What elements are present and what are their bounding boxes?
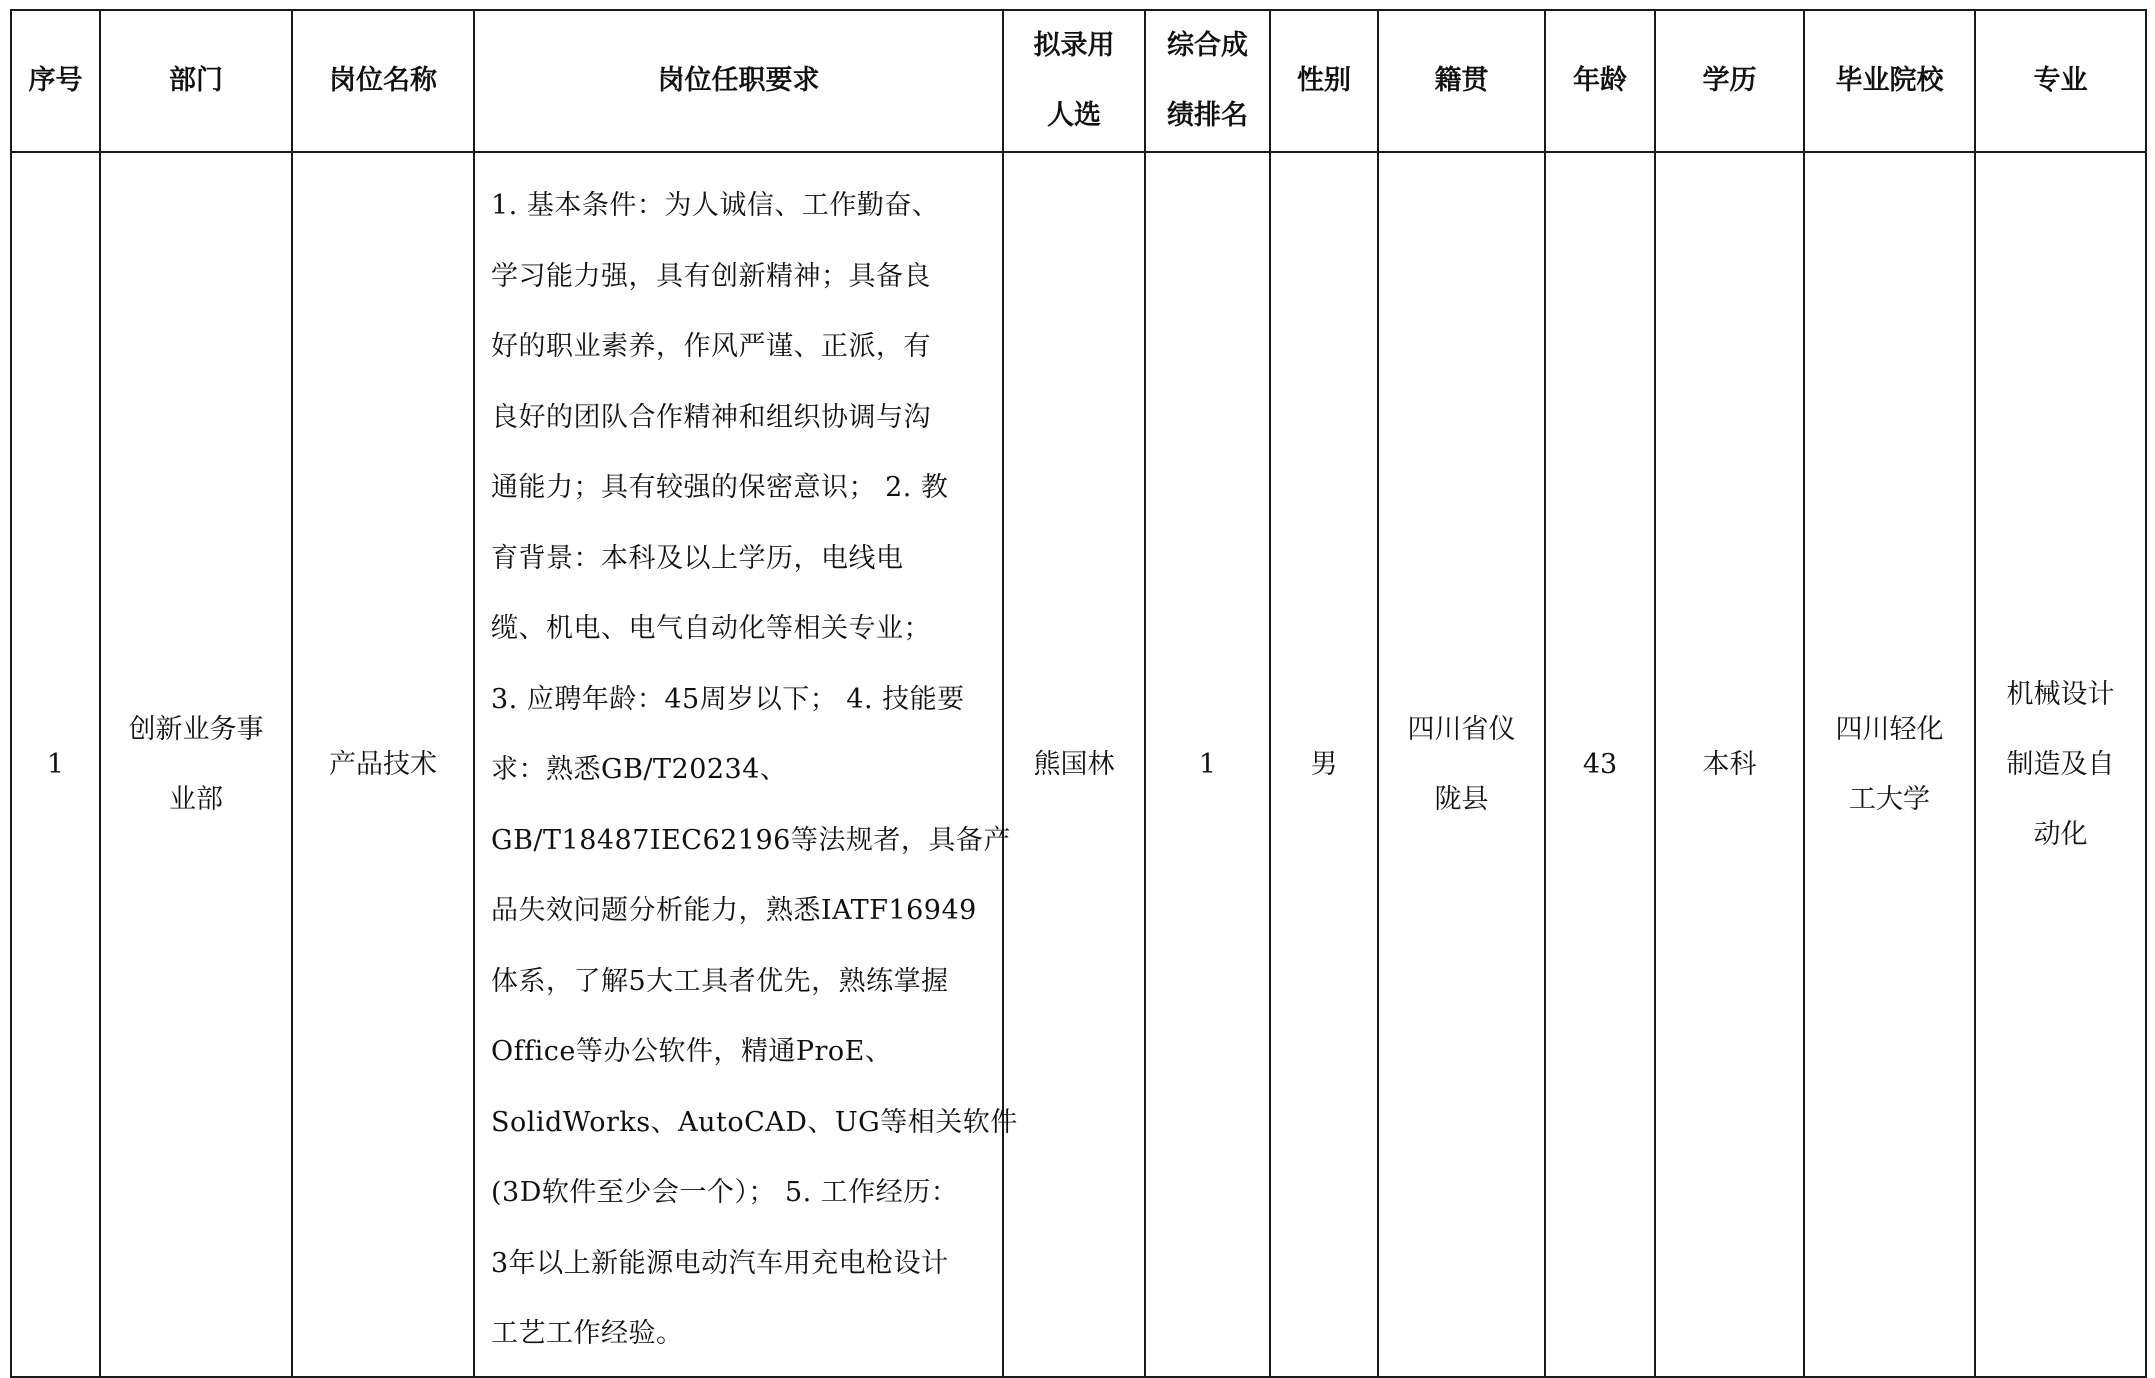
header-school: 毕业院校 bbox=[1804, 10, 1975, 152]
header-candidate bbox=[1003, 10, 1145, 152]
header-major: 专业 bbox=[1975, 10, 2146, 152]
cell-rank: 1 bbox=[1145, 152, 1270, 1377]
cell-seq: 1 bbox=[11, 152, 100, 1377]
cell-dept-line1: 创新业务事 bbox=[128, 713, 264, 745]
cell-major-line2: 制造及自 bbox=[2006, 748, 2115, 780]
cell-requirements bbox=[474, 152, 1018, 1377]
cell-gender: 男 bbox=[1270, 152, 1378, 1377]
cell-school-line1: 四川轻化 bbox=[1835, 713, 1944, 745]
cell-dept bbox=[100, 152, 292, 1377]
requirements-line: 品失效问题分析能力，熟悉IATF16949 bbox=[491, 895, 977, 926]
header-rank-line2: 绩排名 bbox=[1167, 100, 1248, 131]
requirements-line: 学习能力强，具有创新精神；具备良 bbox=[491, 260, 931, 292]
requirements-line: 1. 基本条件：为人诚信、工作勤奋、 bbox=[491, 190, 940, 221]
requirements-line: 工艺工作经验。 bbox=[491, 1318, 684, 1349]
requirements-line: 求：熟悉GB/T20234、 bbox=[491, 754, 788, 785]
header-rank bbox=[1145, 10, 1270, 152]
requirements-line: 好的职业素养，作风严谨、正派，有 bbox=[491, 331, 931, 362]
requirements-line: GB/T18487IEC62196等法规者，具备产 bbox=[491, 824, 1011, 856]
requirements-line: Office等办公软件，精通ProE、 bbox=[491, 1036, 893, 1067]
table-row bbox=[11, 152, 2146, 1377]
recruitment-table bbox=[10, 9, 2147, 1378]
cell-major-line1: 机械设计 bbox=[2006, 678, 2115, 710]
header-candidate-line1: 拟录用 bbox=[1033, 30, 1115, 61]
header-position: 岗位名称 bbox=[292, 10, 474, 152]
requirements-line: 缆、机电、电气自动化等相关专业； bbox=[491, 613, 931, 644]
cell-age: 43 bbox=[1545, 152, 1655, 1377]
requirements-line: 通能力；具有较强的保密意识； 2. 教 bbox=[491, 472, 949, 503]
header-seq: 序号 bbox=[11, 10, 100, 152]
header-gender: 性别 bbox=[1270, 10, 1378, 152]
header-rank-line1: 综合成 bbox=[1167, 30, 1248, 61]
cell-education: 本科 bbox=[1655, 152, 1804, 1377]
cell-candidate: 熊国林 bbox=[1003, 152, 1145, 1377]
cell-major bbox=[1975, 152, 2146, 1377]
header-row bbox=[11, 10, 2146, 152]
cell-origin-line2: 陇县 bbox=[1434, 783, 1489, 815]
cell-position: 产品技术 bbox=[292, 152, 474, 1377]
requirements-line: 体系，了解5大工具者优先，熟练掌握 bbox=[491, 965, 949, 997]
requirements-line: SolidWorks、AutoCAD、UG等相关软件 bbox=[491, 1106, 1018, 1138]
requirements-line: 3年以上新能源电动汽车用充电枪设计 bbox=[491, 1247, 949, 1279]
header-education: 学历 bbox=[1655, 10, 1804, 152]
cell-dept-line2: 业部 bbox=[169, 783, 223, 815]
cell-major-line3: 动化 bbox=[2033, 818, 2088, 850]
cell-origin bbox=[1378, 152, 1545, 1377]
requirements-line: 3. 应聘年龄：45周岁以下； 4. 技能要 bbox=[491, 683, 965, 715]
header-candidate-line2: 人选 bbox=[1047, 100, 1101, 131]
header-age: 年龄 bbox=[1545, 10, 1655, 152]
requirements-line: 育背景：本科及以上学历，电线电 bbox=[491, 542, 904, 574]
requirements-line: (3D软件至少会一个）； 5. 工作经历： bbox=[491, 1177, 959, 1208]
header-dept: 部门 bbox=[100, 10, 292, 152]
cell-school-line2: 工大学 bbox=[1849, 783, 1930, 815]
cell-origin-line1: 四川省仪 bbox=[1407, 713, 1516, 745]
header-origin: 籍贯 bbox=[1378, 10, 1545, 152]
cell-school bbox=[1804, 152, 1975, 1377]
requirements-line: 良好的团队合作精神和组织协调与沟 bbox=[491, 401, 931, 433]
header-requirements: 岗位任职要求 bbox=[474, 10, 1003, 152]
